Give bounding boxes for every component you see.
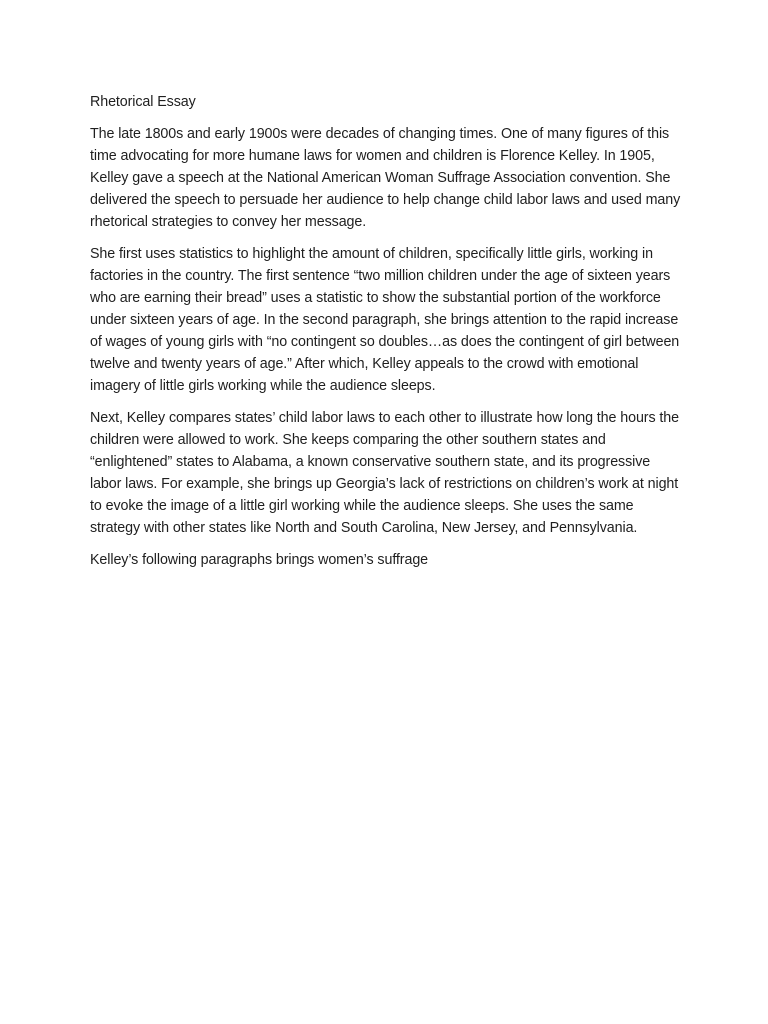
paragraph-statistics: She first uses statistics to highlight the amount of children, specifically little girls, working in factories in the country. The first sentence “two million children under the age of sixteen years who are earning their bread” uses a statistic to show the substantial portion of the workforce under sixteen years of age. In the second paragraph, she brings attention to the rapid increase of wages of young girls with “no contingent so doubles…as does the contingent of girl between twelve and twenty years of age.” After which, Kelley appeals to the crowd with emotional imagery of little girls working while the audience sleeps. <box>90 246 680 394</box>
paragraph-suffrage: Kelley’s following paragraphs brings women’s suffrage <box>90 552 429 568</box>
document-title: Rhetorical Essay <box>90 94 196 110</box>
paragraph-state-comparison: Next, Kelley compares states’ child labor laws to each other to illustrate how long the hours the children were allowed to work. She keeps comparing the other southern states and “enlightened” states to Alabama, a known conservative southern state, and its progressive labor laws. For example, she brings up Georgia’s lack of restrictions on children’s work at night to evoke the image of a little girl working while the audience sleeps. She uses the same strategy with other states like North and South Carolina, New Jersey, and Pennsylvania. <box>90 410 679 536</box>
document-body <box>90 91 682 581</box>
paragraph-introduction: The late 1800s and early 1900s were decades of changing times. One of many figures of this time advocating for more humane laws for women and children is Florence Kelley. In 1905, Kelley gave a speech at the National American Woman Suffrage Association convention. She delivered the speech to persuade her audience to help change child labor laws and used many rhetorical strategies to convey her message. <box>90 126 681 230</box>
